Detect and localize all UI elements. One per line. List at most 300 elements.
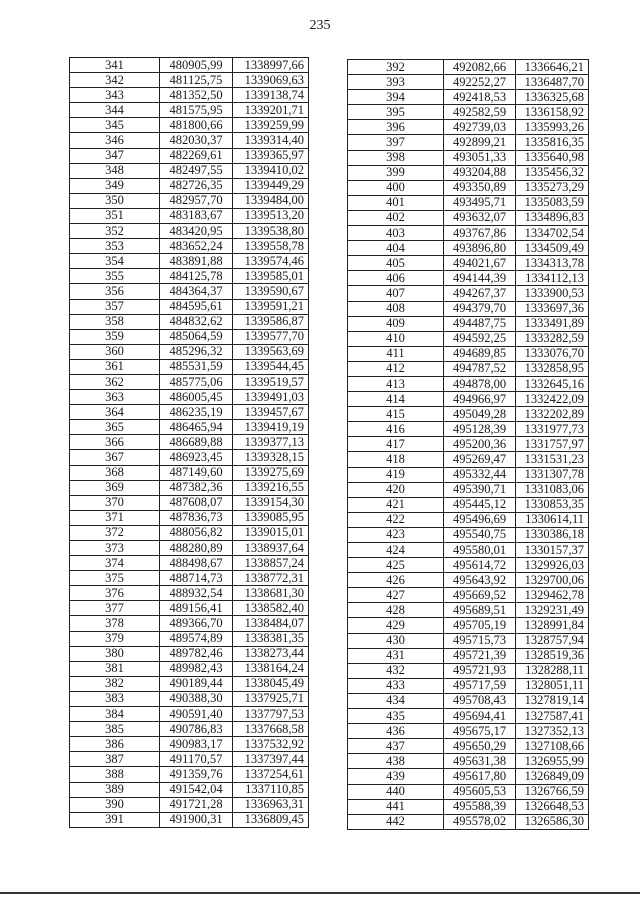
point-number-cell: 420	[348, 482, 444, 497]
y-coordinate-cell: 1339577,70	[233, 329, 309, 344]
point-number-cell: 441	[348, 799, 444, 814]
table-row	[70, 586, 309, 601]
y-coordinate-cell: 1335993,26	[516, 120, 589, 135]
point-number-cell: 379	[70, 631, 160, 646]
y-coordinate-cell: 1327352,13	[516, 724, 589, 739]
point-number-cell: 355	[70, 269, 160, 284]
point-number-cell: 408	[348, 301, 444, 316]
y-coordinate-cell: 1338273,44	[233, 646, 309, 661]
y-coordinate-cell: 1330853,35	[516, 497, 589, 512]
x-coordinate-cell: 486235,19	[160, 405, 233, 420]
point-number-cell: 421	[348, 497, 444, 512]
table-row	[70, 374, 309, 389]
y-coordinate-cell: 1339563,69	[233, 344, 309, 359]
point-number-cell: 428	[348, 603, 444, 618]
table-row	[348, 739, 589, 754]
y-coordinate-cell: 1328991,84	[516, 618, 589, 633]
y-coordinate-cell: 1339558,78	[233, 239, 309, 254]
point-number-cell: 436	[348, 724, 444, 739]
x-coordinate-cell: 495675,17	[444, 724, 516, 739]
x-coordinate-cell: 488714,73	[160, 571, 233, 586]
x-coordinate-cell: 495445,12	[444, 497, 516, 512]
point-number-cell: 427	[348, 588, 444, 603]
y-coordinate-cell: 1336809,45	[233, 812, 309, 827]
point-number-cell: 347	[70, 148, 160, 163]
point-number-cell: 411	[348, 346, 444, 361]
y-coordinate-cell: 1329700,06	[516, 573, 589, 588]
y-coordinate-cell: 1333491,89	[516, 316, 589, 331]
y-coordinate-cell: 1335816,35	[516, 135, 589, 150]
point-number-cell: 369	[70, 480, 160, 495]
y-coordinate-cell: 1339154,30	[233, 495, 309, 510]
x-coordinate-cell: 489782,46	[160, 646, 233, 661]
x-coordinate-cell: 488056,82	[160, 525, 233, 540]
x-coordinate-cell: 495631,38	[444, 754, 516, 769]
y-coordinate-cell: 1339314,40	[233, 133, 309, 148]
point-number-cell: 372	[70, 525, 160, 540]
table-row	[70, 299, 309, 314]
x-coordinate-cell: 493350,89	[444, 180, 516, 195]
table-row	[348, 769, 589, 784]
point-number-cell: 344	[70, 103, 160, 118]
x-coordinate-cell: 495332,44	[444, 467, 516, 482]
table-row	[348, 407, 589, 422]
x-coordinate-cell: 483891,88	[160, 254, 233, 269]
point-number-cell: 366	[70, 435, 160, 450]
point-number-cell: 426	[348, 573, 444, 588]
table-row	[70, 148, 309, 163]
y-coordinate-cell: 1331757,97	[516, 437, 589, 452]
y-coordinate-cell: 1330386,18	[516, 527, 589, 542]
y-coordinate-cell: 1339410,02	[233, 163, 309, 178]
y-coordinate-cell: 1339069,63	[233, 73, 309, 88]
y-coordinate-cell: 1338937,64	[233, 541, 309, 556]
x-coordinate-cell: 483420,95	[160, 224, 233, 239]
y-coordinate-cell: 1328051,11	[516, 678, 589, 693]
x-coordinate-cell: 495721,39	[444, 648, 516, 663]
point-number-cell: 358	[70, 314, 160, 329]
y-coordinate-cell: 1337110,85	[233, 782, 309, 797]
point-number-cell: 401	[348, 195, 444, 210]
x-coordinate-cell: 492252,27	[444, 75, 516, 90]
table-row	[70, 525, 309, 540]
y-coordinate-cell: 1338857,24	[233, 556, 309, 571]
point-number-cell: 399	[348, 165, 444, 180]
table-row	[70, 541, 309, 556]
point-number-cell: 367	[70, 450, 160, 465]
x-coordinate-cell: 492739,03	[444, 120, 516, 135]
x-coordinate-cell: 480905,99	[160, 58, 233, 73]
x-coordinate-cell: 485531,59	[160, 359, 233, 374]
point-number-cell: 394	[348, 90, 444, 105]
x-coordinate-cell: 495540,75	[444, 527, 516, 542]
table-row	[348, 226, 589, 241]
table-row	[70, 661, 309, 676]
point-number-cell: 350	[70, 193, 160, 208]
x-coordinate-cell: 484125,78	[160, 269, 233, 284]
point-number-cell: 378	[70, 616, 160, 631]
table-row	[348, 331, 589, 346]
table-row	[348, 754, 589, 769]
y-coordinate-cell: 1339015,01	[233, 525, 309, 540]
x-coordinate-cell: 486465,94	[160, 420, 233, 435]
table-row	[70, 344, 309, 359]
table-row	[70, 405, 309, 420]
point-number-cell: 359	[70, 329, 160, 344]
point-number-cell: 415	[348, 407, 444, 422]
table-row	[70, 435, 309, 450]
table-row	[70, 676, 309, 691]
point-number-cell: 391	[70, 812, 160, 827]
point-number-cell: 412	[348, 361, 444, 376]
point-number-cell: 439	[348, 769, 444, 784]
table-row	[348, 90, 589, 105]
point-number-cell: 390	[70, 797, 160, 812]
x-coordinate-cell: 494021,67	[444, 256, 516, 271]
point-number-cell: 409	[348, 316, 444, 331]
y-coordinate-cell: 1339449,29	[233, 178, 309, 193]
x-coordinate-cell: 492582,59	[444, 105, 516, 120]
point-number-cell: 387	[70, 752, 160, 767]
table-row	[70, 390, 309, 405]
point-number-cell: 422	[348, 512, 444, 527]
y-coordinate-cell: 1336487,70	[516, 75, 589, 90]
y-coordinate-cell: 1332645,16	[516, 376, 589, 391]
table-row	[348, 724, 589, 739]
table-row	[348, 784, 589, 799]
y-coordinate-cell: 1336963,31	[233, 797, 309, 812]
point-number-cell: 398	[348, 150, 444, 165]
y-coordinate-cell: 1326648,53	[516, 799, 589, 814]
x-coordinate-cell: 495650,29	[444, 739, 516, 754]
table-row	[70, 314, 309, 329]
x-coordinate-cell: 493204,88	[444, 165, 516, 180]
y-coordinate-cell: 1339457,67	[233, 405, 309, 420]
table-row	[70, 73, 309, 88]
table-row	[70, 254, 309, 269]
x-coordinate-cell: 491170,57	[160, 752, 233, 767]
y-coordinate-cell: 1329462,78	[516, 588, 589, 603]
x-coordinate-cell: 495390,71	[444, 482, 516, 497]
point-number-cell: 384	[70, 707, 160, 722]
x-coordinate-cell: 495496,69	[444, 512, 516, 527]
table-row	[348, 648, 589, 663]
x-coordinate-cell: 489574,89	[160, 631, 233, 646]
point-number-cell: 388	[70, 767, 160, 782]
y-coordinate-cell: 1331307,78	[516, 467, 589, 482]
x-coordinate-cell: 488498,67	[160, 556, 233, 571]
table-row	[348, 452, 589, 467]
table-row	[348, 165, 589, 180]
table-row	[348, 346, 589, 361]
y-coordinate-cell: 1334509,49	[516, 241, 589, 256]
y-coordinate-cell: 1337797,53	[233, 707, 309, 722]
point-number-cell: 433	[348, 678, 444, 693]
y-coordinate-cell: 1334313,78	[516, 256, 589, 271]
y-coordinate-cell: 1339216,55	[233, 480, 309, 495]
table-row	[348, 210, 589, 225]
y-coordinate-cell: 1335456,32	[516, 165, 589, 180]
y-coordinate-cell: 1326849,09	[516, 769, 589, 784]
point-number-cell: 341	[70, 58, 160, 73]
y-coordinate-cell: 1337925,71	[233, 691, 309, 706]
point-number-cell: 375	[70, 571, 160, 586]
x-coordinate-cell: 486689,88	[160, 435, 233, 450]
y-coordinate-cell: 1339586,87	[233, 314, 309, 329]
y-coordinate-cell: 1333076,70	[516, 346, 589, 361]
x-coordinate-cell: 490388,30	[160, 691, 233, 706]
x-coordinate-cell: 491542,04	[160, 782, 233, 797]
x-coordinate-cell: 495200,36	[444, 437, 516, 452]
table-row	[70, 601, 309, 616]
x-coordinate-cell: 487836,73	[160, 510, 233, 525]
point-number-cell: 406	[348, 271, 444, 286]
x-coordinate-cell: 484364,37	[160, 284, 233, 299]
x-coordinate-cell: 489982,43	[160, 661, 233, 676]
y-coordinate-cell: 1339585,01	[233, 269, 309, 284]
x-coordinate-cell: 485064,59	[160, 329, 233, 344]
table-row	[70, 797, 309, 812]
x-coordinate-cell: 495715,73	[444, 633, 516, 648]
x-coordinate-cell: 495049,28	[444, 407, 516, 422]
x-coordinate-cell: 495580,01	[444, 543, 516, 558]
point-number-cell: 403	[348, 226, 444, 241]
table-row	[348, 512, 589, 527]
x-coordinate-cell: 493632,07	[444, 210, 516, 225]
y-coordinate-cell: 1339513,20	[233, 208, 309, 223]
table-row	[348, 105, 589, 120]
x-coordinate-cell: 483652,24	[160, 239, 233, 254]
y-coordinate-cell: 1339574,46	[233, 254, 309, 269]
x-coordinate-cell: 495614,72	[444, 558, 516, 573]
y-coordinate-cell: 1327819,14	[516, 693, 589, 708]
table-row	[70, 118, 309, 133]
y-coordinate-cell: 1328757,94	[516, 633, 589, 648]
point-number-cell: 343	[70, 88, 160, 103]
scan-edge-line	[0, 892, 640, 894]
point-number-cell: 386	[70, 737, 160, 752]
table-row	[348, 60, 589, 75]
x-coordinate-cell: 495578,02	[444, 814, 516, 829]
x-coordinate-cell: 495643,92	[444, 573, 516, 588]
point-number-cell: 370	[70, 495, 160, 510]
table-row	[348, 361, 589, 376]
x-coordinate-cell: 494787,52	[444, 361, 516, 376]
y-coordinate-cell: 1336325,68	[516, 90, 589, 105]
point-number-cell: 383	[70, 691, 160, 706]
table-row	[70, 329, 309, 344]
table-row	[70, 224, 309, 239]
x-coordinate-cell: 495269,47	[444, 452, 516, 467]
table-row	[70, 767, 309, 782]
table-row	[70, 163, 309, 178]
point-number-cell: 385	[70, 722, 160, 737]
x-coordinate-cell: 481352,50	[160, 88, 233, 103]
table-row	[348, 709, 589, 724]
y-coordinate-cell: 1339590,67	[233, 284, 309, 299]
y-coordinate-cell: 1339544,45	[233, 359, 309, 374]
table-row	[348, 392, 589, 407]
point-number-cell: 432	[348, 663, 444, 678]
point-number-cell: 425	[348, 558, 444, 573]
table-row	[348, 543, 589, 558]
point-number-cell: 351	[70, 208, 160, 223]
table-row	[348, 603, 589, 618]
table-row	[348, 422, 589, 437]
point-number-cell: 374	[70, 556, 160, 571]
table-row	[348, 376, 589, 391]
table-row	[348, 558, 589, 573]
table-row	[70, 88, 309, 103]
point-number-cell: 348	[70, 163, 160, 178]
x-coordinate-cell: 484832,62	[160, 314, 233, 329]
table-row	[348, 467, 589, 482]
table-row	[70, 239, 309, 254]
x-coordinate-cell: 493495,71	[444, 195, 516, 210]
point-number-cell: 438	[348, 754, 444, 769]
y-coordinate-cell: 1326586,30	[516, 814, 589, 829]
x-coordinate-cell: 491900,31	[160, 812, 233, 827]
y-coordinate-cell: 1333900,53	[516, 286, 589, 301]
table-row	[348, 437, 589, 452]
table-row	[348, 799, 589, 814]
point-number-cell: 365	[70, 420, 160, 435]
table-row	[70, 722, 309, 737]
y-coordinate-cell: 1339538,80	[233, 224, 309, 239]
x-coordinate-cell: 494144,39	[444, 271, 516, 286]
x-coordinate-cell: 484595,61	[160, 299, 233, 314]
y-coordinate-cell: 1339085,95	[233, 510, 309, 525]
x-coordinate-cell: 491721,28	[160, 797, 233, 812]
point-number-cell: 360	[70, 344, 160, 359]
y-coordinate-cell: 1326766,59	[516, 784, 589, 799]
point-number-cell: 377	[70, 601, 160, 616]
x-coordinate-cell: 494379,70	[444, 301, 516, 316]
x-coordinate-cell: 495617,80	[444, 769, 516, 784]
y-coordinate-cell: 1330614,11	[516, 512, 589, 527]
point-number-cell: 380	[70, 646, 160, 661]
x-coordinate-cell: 483183,67	[160, 208, 233, 223]
table-row	[70, 737, 309, 752]
y-coordinate-cell: 1327108,66	[516, 739, 589, 754]
table-row	[348, 271, 589, 286]
y-coordinate-cell: 1327587,41	[516, 709, 589, 724]
x-coordinate-cell: 489156,41	[160, 601, 233, 616]
y-coordinate-cell: 1339377,13	[233, 435, 309, 450]
x-coordinate-cell: 486923,45	[160, 450, 233, 465]
point-number-cell: 416	[348, 422, 444, 437]
table-row	[348, 301, 589, 316]
point-number-cell: 353	[70, 239, 160, 254]
point-number-cell: 418	[348, 452, 444, 467]
point-number-cell: 395	[348, 105, 444, 120]
point-number-cell: 440	[348, 784, 444, 799]
x-coordinate-cell: 490591,40	[160, 707, 233, 722]
point-number-cell: 364	[70, 405, 160, 420]
y-coordinate-cell: 1329231,49	[516, 603, 589, 618]
table-row	[70, 420, 309, 435]
point-number-cell: 430	[348, 633, 444, 648]
x-coordinate-cell: 482030,37	[160, 133, 233, 148]
x-coordinate-cell: 494592,25	[444, 331, 516, 346]
table-row	[348, 573, 589, 588]
point-number-cell: 429	[348, 618, 444, 633]
x-coordinate-cell: 487382,36	[160, 480, 233, 495]
table-row	[348, 693, 589, 708]
table-row	[70, 646, 309, 661]
table-row	[348, 135, 589, 150]
coordinates-table-right	[347, 59, 589, 830]
y-coordinate-cell: 1336646,21	[516, 60, 589, 75]
y-coordinate-cell: 1339491,03	[233, 390, 309, 405]
point-number-cell: 437	[348, 739, 444, 754]
x-coordinate-cell: 493767,86	[444, 226, 516, 241]
x-coordinate-cell: 487149,60	[160, 465, 233, 480]
x-coordinate-cell: 487608,07	[160, 495, 233, 510]
x-coordinate-cell: 485296,32	[160, 344, 233, 359]
x-coordinate-cell: 493896,80	[444, 241, 516, 256]
x-coordinate-cell: 485775,06	[160, 374, 233, 389]
x-coordinate-cell: 492418,53	[444, 90, 516, 105]
point-number-cell: 419	[348, 467, 444, 482]
table-row	[348, 286, 589, 301]
point-number-cell: 392	[348, 60, 444, 75]
table-row	[348, 120, 589, 135]
y-coordinate-cell: 1338045,49	[233, 676, 309, 691]
x-coordinate-cell: 486005,45	[160, 390, 233, 405]
point-number-cell: 407	[348, 286, 444, 301]
x-coordinate-cell: 494966,97	[444, 392, 516, 407]
x-coordinate-cell: 488280,89	[160, 541, 233, 556]
table-row	[348, 588, 589, 603]
table-row	[348, 678, 589, 693]
table-row	[70, 480, 309, 495]
x-coordinate-cell: 492899,21	[444, 135, 516, 150]
point-number-cell: 396	[348, 120, 444, 135]
x-coordinate-cell: 495669,52	[444, 588, 516, 603]
y-coordinate-cell: 1328288,11	[516, 663, 589, 678]
y-coordinate-cell: 1332858,95	[516, 361, 589, 376]
y-coordinate-cell: 1339259,99	[233, 118, 309, 133]
table-row	[70, 510, 309, 525]
table-row	[348, 150, 589, 165]
point-number-cell: 352	[70, 224, 160, 239]
y-coordinate-cell: 1331531,23	[516, 452, 589, 467]
page-number: 235	[309, 18, 331, 33]
x-coordinate-cell: 482957,70	[160, 193, 233, 208]
table-row	[348, 633, 589, 648]
x-coordinate-cell: 495588,39	[444, 799, 516, 814]
point-number-cell: 382	[70, 676, 160, 691]
x-coordinate-cell: 490189,44	[160, 676, 233, 691]
y-coordinate-cell: 1339201,71	[233, 103, 309, 118]
y-coordinate-cell: 1338381,35	[233, 631, 309, 646]
table-row	[348, 256, 589, 271]
y-coordinate-cell: 1339328,15	[233, 450, 309, 465]
y-coordinate-cell: 1329926,03	[516, 558, 589, 573]
y-coordinate-cell: 1336158,92	[516, 105, 589, 120]
coordinates-table-left	[69, 57, 309, 828]
x-coordinate-cell: 482726,35	[160, 178, 233, 193]
point-number-cell: 424	[348, 543, 444, 558]
y-coordinate-cell: 1337397,44	[233, 752, 309, 767]
point-number-cell: 397	[348, 135, 444, 150]
y-coordinate-cell: 1334702,54	[516, 226, 589, 241]
y-coordinate-cell: 1334112,13	[516, 271, 589, 286]
y-coordinate-cell: 1335273,29	[516, 180, 589, 195]
y-coordinate-cell: 1330157,37	[516, 543, 589, 558]
table-row	[70, 103, 309, 118]
